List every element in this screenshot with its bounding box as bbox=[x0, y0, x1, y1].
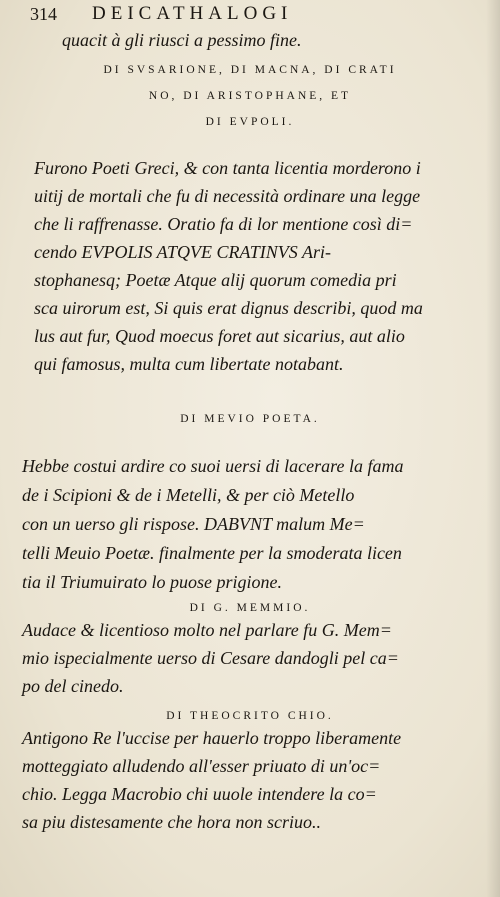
body-line: sca uirorum est, Si quis erat dignus describi, quod ma bbox=[34, 298, 423, 318]
body-line: Hebbe costui ardire co suoi uersi di lacerare la fama bbox=[22, 456, 404, 476]
running-title: DEICATHALOGI bbox=[92, 3, 293, 24]
body-line: Furono Poeti Greci, & con tanta licentia morderono i bbox=[34, 158, 421, 178]
page-number: 314 bbox=[30, 4, 57, 24]
body-line: telli Meuio Poetæ. finalmente per la smoderata licen bbox=[22, 543, 402, 563]
continuation-line: quacit à gli riusci a pessimo fine. bbox=[62, 30, 302, 50]
body-line: de i Scipioni & de i Metelli, & per ciò Metello bbox=[22, 485, 355, 505]
page-gutter-shadow bbox=[486, 0, 500, 897]
body-line: po del cinedo. bbox=[22, 676, 124, 696]
body-line: qui famosus, multa cum libertate notabant. bbox=[34, 354, 344, 374]
section-heading-line: DI G. MEMMIO. bbox=[189, 602, 311, 614]
body-line: sa piu distesamente che hora non scriuo.. bbox=[22, 812, 321, 832]
body-line: stophanesq; Poetæ Atque alij quorum comedia pri bbox=[34, 270, 397, 290]
section-heading-line: DI SVSARIONE, DI MACNA, DI CRATI bbox=[103, 64, 397, 76]
section-heading-line: DI MEVIO POETA. bbox=[180, 413, 320, 425]
body-line: uitij de mortali che fu di necessità ordinare una legge bbox=[34, 186, 421, 206]
section-heading-line: DI THEOCRITO CHIO. bbox=[166, 710, 334, 722]
body-line: chio. Legga Macrobio chi uuole intendere la co= bbox=[22, 784, 377, 804]
body-line: Antigono Re l'uccise per hauerlo troppo liberamente bbox=[22, 728, 402, 748]
body-line: mio ispecialmente uerso di Cesare dandogli pel ca= bbox=[22, 648, 399, 668]
body-line: motteggiato alludendo all'esser priuato di un'oc= bbox=[22, 756, 381, 776]
body-line: tia il Triumuirato lo puose prigione. bbox=[22, 572, 283, 592]
body-line: con un uerso gli rispose. DABVNT malum Me= bbox=[22, 514, 365, 534]
body-line: lus aut fur, Quod moecus foret aut sicarius, aut alio bbox=[34, 326, 405, 346]
page-header bbox=[30, 4, 490, 30]
body-line: Audace & licentioso molto nel parlare fu G. Mem= bbox=[22, 620, 392, 640]
body-line: che li raffrenasse. Oratio fa di lor mentione così di= bbox=[34, 214, 413, 234]
section-heading-line: DI EVPOLI. bbox=[205, 116, 295, 128]
body-line: cendo EVPOLIS ATQVE CRATINVS Ari- bbox=[34, 242, 331, 262]
section-heading-line: NO, DI ARISTOPHANE, ET bbox=[148, 90, 352, 102]
